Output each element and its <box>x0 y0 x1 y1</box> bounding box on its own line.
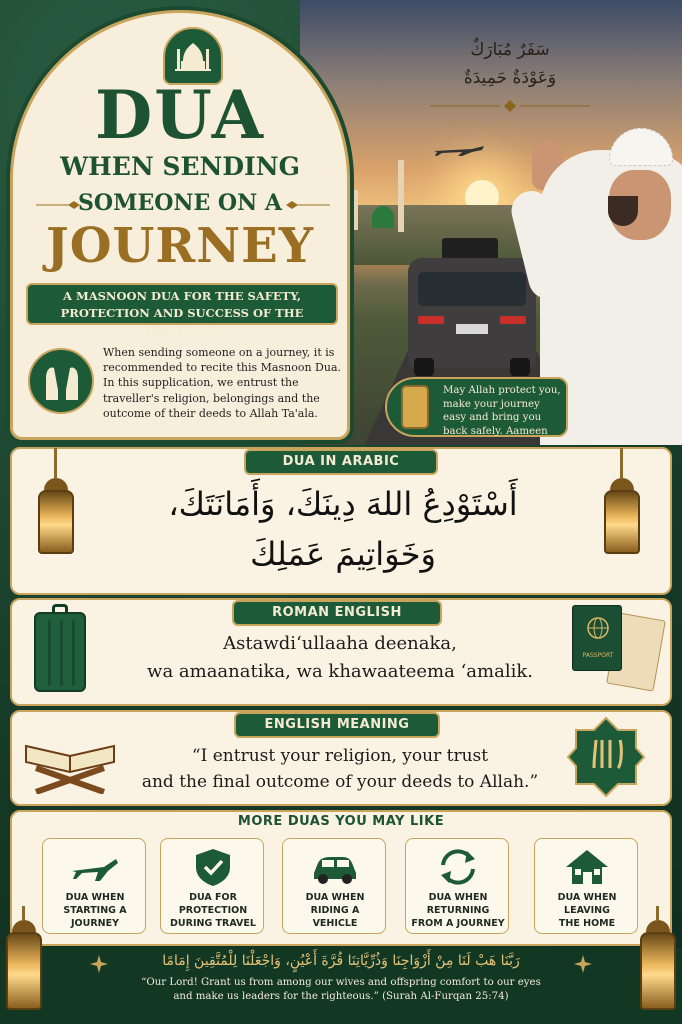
mosque-dome <box>372 206 394 228</box>
section-arabic <box>10 447 672 595</box>
ornament-right <box>286 201 330 209</box>
english-meaning-text: “I entrust your religion, your trust and the final outcome of your deeds to Allah.” <box>141 746 539 792</box>
home-icon <box>562 847 612 887</box>
mosque-icon <box>173 37 213 77</box>
footer-english-verse: “Our Lord! Grant us from among our wives and offspring comfort to our eyes and make us leaders for the righteous.” (Surah Al-Furqan 25:74) <box>141 977 541 1002</box>
more-dua-leaving-home[interactable] <box>534 838 638 934</box>
airplane-icon <box>432 142 486 158</box>
star-ornament-icon <box>574 955 592 973</box>
lantern-icon <box>636 906 680 1018</box>
section-label-roman: ROMAN ENGLISH <box>232 600 442 626</box>
arabic-dua-text: أَسْتَوْدِعُ اللهَ دِينَكَ، وَأَمَانَتَكَ، وَخَوَاتِيمَ عَمَلِكَ <box>168 485 518 573</box>
more-dua-protection[interactable] <box>160 838 264 934</box>
subtitle-banner: A MASNOON DUA FOR THE SAFETY, PROTECTION AND SUCCESS OF THE TRAVELLER <box>26 283 338 325</box>
more-dua-label: DUA WHEN RETURNING FROM A JOURNEY <box>411 892 505 929</box>
title-journey: JOURNEY <box>46 218 314 274</box>
return-arrows-icon <box>433 847 483 887</box>
lantern-icon <box>600 448 644 588</box>
lantern-icon <box>2 906 46 1018</box>
open-quran-icon <box>20 728 120 794</box>
intro-text: When sending someone on a journey, it is recommended to recite this Masnoon Dua. In this supplication, we entrust the traveller's religion, belongings and the outcome of their deeds to Allah Ta'ala. <box>103 346 342 420</box>
minaret <box>352 190 358 230</box>
minaret <box>398 160 404 232</box>
allah-calligraphy-badge <box>566 716 646 798</box>
farewell-note-text: May Allah protect you, make your journey easy and bring you back safely. Aameen <box>443 385 561 437</box>
shield-check-icon <box>188 847 238 887</box>
footer-arabic-verse: رَبَّنَا هَبْ لَنَا مِنْ أَزْوَاجِنَا وَذُرِّيَّاتِنَا قُرَّةَ أَعْيُنٍ، وَاجْعَلْنَا لِلْمُتَّقِينَ إِمَامًا <box>162 953 520 969</box>
lantern-icon <box>34 448 78 588</box>
roof-luggage <box>442 238 498 260</box>
more-dua-starting-journey[interactable] <box>42 838 146 934</box>
title-dua: DUA <box>95 76 265 154</box>
section-label-meaning: ENGLISH MEANING <box>234 712 440 738</box>
passport-icon <box>572 605 622 671</box>
more-duas-title: MORE DUAS YOU MAY LIKE <box>237 814 445 829</box>
car-icon <box>310 847 360 887</box>
more-dua-label: DUA WHEN RIDING A VEHICLE <box>305 892 365 929</box>
praying-hands-icon <box>40 360 84 404</box>
car <box>408 258 536 368</box>
more-dua-label: DUA FOR PROTECTION DURING TRAVEL <box>170 892 256 929</box>
ornament-divider <box>430 100 590 112</box>
more-dua-label: DUA WHEN STARTING A JOURNEY <box>63 892 127 929</box>
airplane-icon <box>70 847 120 887</box>
more-dua-label: DUA WHEN LEAVING THE HOME <box>557 892 617 929</box>
suitcase-icon <box>401 385 429 429</box>
arabic-greeting: سَفَرٌ مُبَارَكٌ وَعَوْدَةٌ حَمِيدَةٌ <box>463 40 557 88</box>
suitcase-icon <box>34 612 86 692</box>
star-ornament-icon <box>90 955 108 973</box>
more-dua-returning[interactable] <box>405 838 509 934</box>
praying-hands-badge <box>28 348 94 414</box>
beard <box>608 196 638 226</box>
title-someone-on-a: SOMEONE ON A <box>78 190 282 216</box>
farewell-note <box>385 377 568 437</box>
section-label-arabic: DUA IN ARABIC <box>244 449 438 475</box>
more-dua-riding-vehicle[interactable] <box>282 838 386 934</box>
passport-label: PASSPORT <box>582 652 614 659</box>
title-when-sending: WHEN SENDING <box>60 152 300 181</box>
roman-dua-text: Astawdi‘ullaaha deenaka, wa amaanatika, wa khawaateema ‘amalik. <box>147 633 533 682</box>
